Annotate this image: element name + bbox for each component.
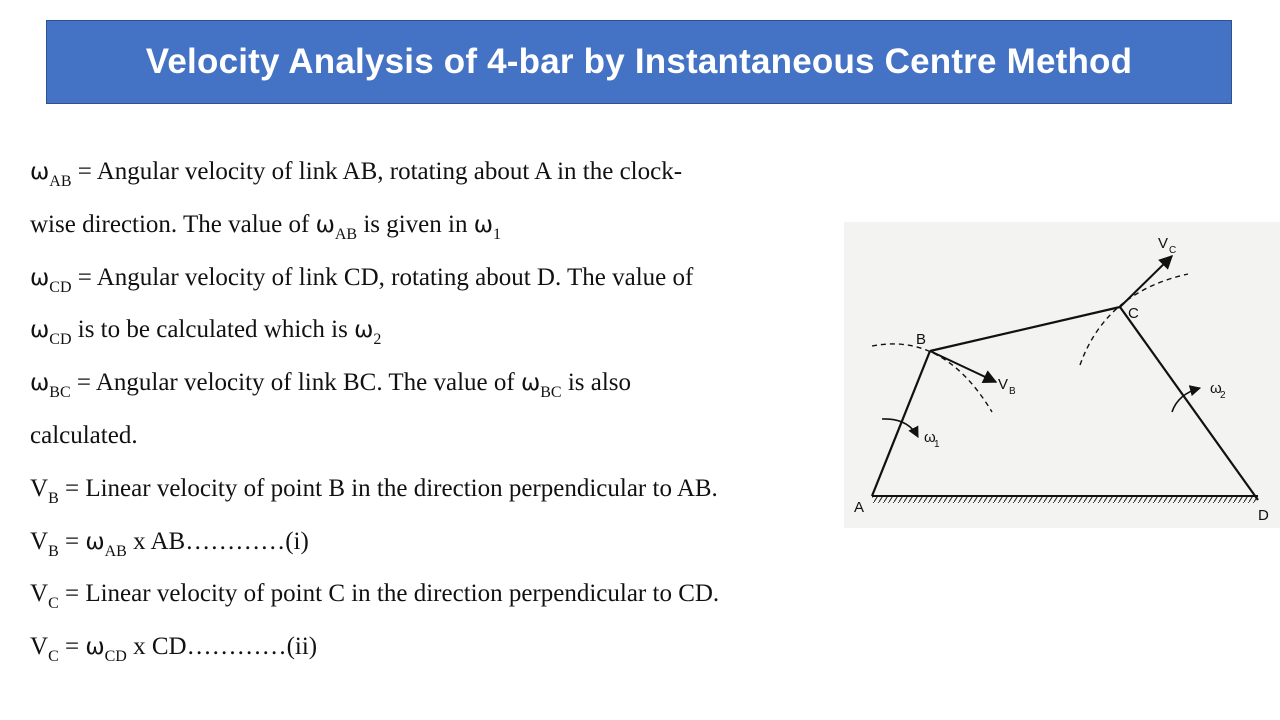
label-vc: V — [1158, 235, 1169, 252]
velocity-symbol: V — [30, 474, 49, 502]
subscript: BC — [540, 384, 562, 402]
omega-symbol: ω — [30, 159, 50, 185]
velocity-symbol: V — [30, 633, 49, 661]
label-a: A — [854, 499, 865, 516]
omega-symbol: ω — [30, 264, 50, 291]
subscript: CD — [104, 648, 127, 666]
velocity-symbol: V — [30, 580, 49, 608]
line-text: calculated. — [30, 421, 138, 449]
line-text: is also — [561, 369, 632, 397]
line-text: = Angular velocity of link CD, rotating about D. The value of — [71, 263, 694, 291]
subscript: BC — [49, 384, 71, 402]
omega-symbol: ω — [85, 634, 105, 661]
label-d: D — [1258, 507, 1269, 524]
subscript: AB — [104, 542, 127, 560]
title-banner — [46, 20, 1232, 104]
vc-arrow — [1120, 256, 1172, 307]
line-text: = Linear velocity of point C in the direction perpendicular to CD. — [58, 580, 720, 608]
label-vc-sub: C — [1169, 245, 1177, 256]
text-line-7 — [30, 463, 850, 516]
omega-symbol: ω — [30, 317, 50, 344]
subscript: AB — [334, 225, 358, 243]
line-text: = — [58, 633, 86, 661]
link-cd — [1120, 307, 1258, 500]
label-vb-sub: B — [1009, 386, 1016, 397]
omega-symbol: ω — [315, 211, 335, 238]
label-omega1: ω — [924, 429, 936, 446]
link-ab — [872, 351, 930, 496]
text-line-1 — [30, 146, 850, 199]
omega-symbol: ω — [520, 370, 541, 397]
omega-symbol: ω — [354, 317, 374, 344]
line-text: = Angular velocity of link AB, rotating about A in the clock- — [71, 158, 683, 185]
line-text: = — [58, 527, 86, 555]
subscript: 1 — [493, 225, 501, 243]
four-bar-svg — [844, 222, 1280, 528]
line-text: is to be calculated which is — [71, 316, 355, 344]
text-line-2 — [30, 199, 850, 252]
line-text: x AB…………(i) — [126, 527, 309, 555]
omega-symbol: ω — [473, 211, 493, 238]
label-c: C — [1128, 305, 1139, 322]
label-omega1-sub: 1 — [934, 439, 940, 450]
link-bc — [930, 307, 1120, 351]
arc-b — [872, 344, 992, 412]
omega-symbol: ω — [30, 370, 50, 397]
subscript: 2 — [373, 331, 382, 349]
subscript: C — [48, 648, 59, 666]
vb-arrow — [930, 351, 996, 382]
subscript: AB — [49, 173, 72, 190]
text-line-5 — [30, 357, 850, 410]
subscript: C — [48, 595, 59, 613]
line-text: x CD…………(ii) — [126, 633, 318, 661]
label-b: B — [916, 331, 927, 348]
label-omega2: ω — [1210, 380, 1222, 397]
label-vb: V — [998, 376, 1009, 393]
four-bar-diagram — [844, 222, 1280, 528]
velocity-symbol: V — [30, 527, 49, 555]
line-text: = Angular velocity of link BC. The value of — [70, 369, 521, 397]
line-text: = Linear velocity of point B in the direction perpendicular to AB. — [58, 474, 718, 502]
omega-symbol: ω — [85, 528, 105, 555]
text-line-6 — [30, 410, 850, 463]
subscript: B — [48, 489, 59, 507]
subscript: B — [48, 542, 59, 560]
slide-title: Velocity Analysis of 4-bar by Instantaneous Centre Method — [145, 42, 1133, 81]
text-line-9 — [30, 568, 850, 621]
label-omega2-sub: 2 — [1220, 390, 1226, 401]
line-text: is given in — [357, 210, 474, 238]
text-body — [30, 146, 850, 674]
text-line-8 — [30, 516, 850, 569]
text-line-10 — [30, 621, 850, 674]
line-text: wise direction. The value of — [30, 210, 316, 238]
subscript: CD — [49, 278, 72, 296]
ground-hatch — [872, 496, 1258, 503]
text-line-3 — [30, 252, 850, 305]
text-line-4 — [30, 304, 850, 357]
subscript: CD — [49, 331, 72, 349]
